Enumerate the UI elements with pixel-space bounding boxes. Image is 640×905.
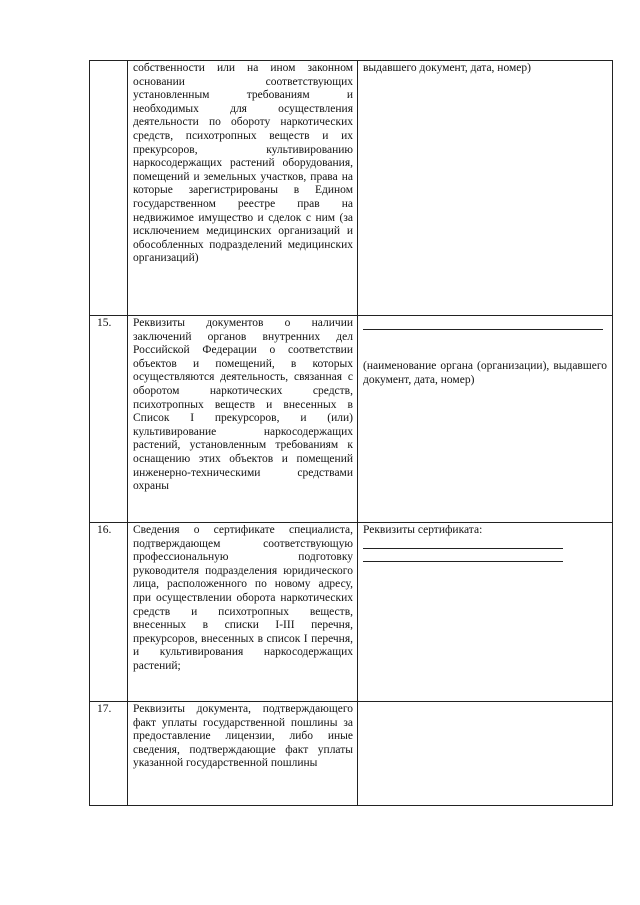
- fill-in-line: [363, 549, 563, 562]
- row-description: Сведения о сертификате специалиста, подтверждающем соответствующую профессиональную подготовку руководителя подразделения юридического лица, расположенного по новому адресу, при осуществлении оборота наркотических средств и психотропных веществ, внесенных в списки I-III перечня, прекурсоров, внесенных в список I перечня, и культивирования наркосодержащих растений;: [128, 523, 358, 702]
- row-value: [358, 702, 613, 806]
- row-number: [90, 61, 128, 316]
- row-description: Реквизиты документа, подтверждающего факт уплаты государственной пошлины за предоставление лицензии, либо иные сведения, подтверждающие факт уплаты указанной государственной пошлины: [128, 702, 358, 806]
- license-form-table: [89, 60, 613, 806]
- row-value: Реквизиты сертификата:: [363, 524, 483, 536]
- row-value-cell: [358, 316, 613, 523]
- table-row: [90, 61, 613, 316]
- table-row: [90, 523, 613, 702]
- row-value-cell: [358, 523, 613, 702]
- row-number: 16.: [90, 523, 128, 702]
- table-row: [90, 316, 613, 523]
- fill-in-line: [363, 317, 603, 330]
- row-description: собственности или на ином законном основании соответствующих установленным требованиям и необходимых для осуществления деятельности по обороту наркотических средств, психотропных веществ и их прекурсоров, культивированию наркосодержащих растений оборудования, помещений и земельных участков, права на которые зарегистрированы в Едином государственном реестре прав на недвижимое имущество и сделок с ним (за исключением медицинских организаций и обособленных подразделений медицинских организаций): [128, 61, 358, 316]
- row-number: 15.: [90, 316, 128, 523]
- row-number: 17.: [90, 702, 128, 806]
- row-description: Реквизиты документов о наличии заключений органов внутренних дел Российской Федерации о соответствии объектов и помещений, в которых осуществляются деятельность, связанная с оборотом наркотических средств, психотропных веществ и внесенных в Список I прекурсоров, и (или) культивирование наркосодержащих растений, установленным требованиям к оснащению этих объектов и помещений инженерно-техническими средствами охраны: [128, 316, 358, 523]
- row-value: выдавшего документ, дата, номер): [358, 61, 613, 316]
- row-value: (наименование органа (организации), выдавшего документ, дата, номер): [363, 360, 607, 386]
- table-row: [90, 702, 613, 806]
